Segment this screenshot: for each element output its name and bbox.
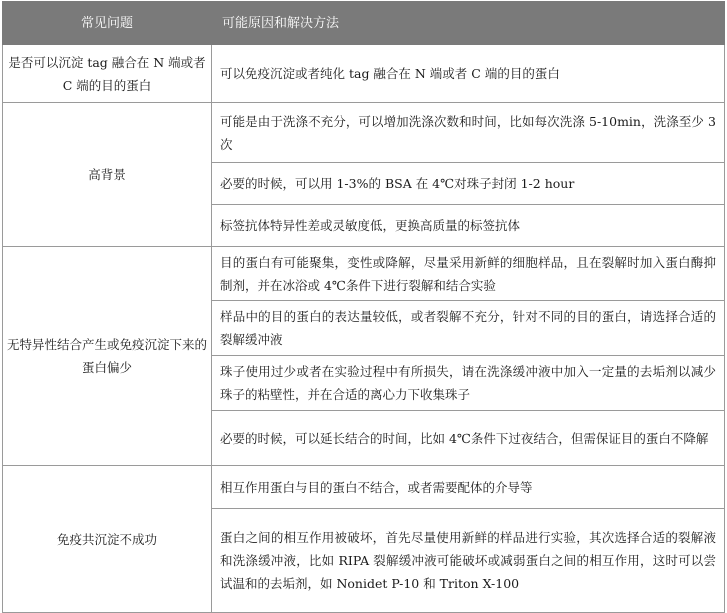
answer-cell: 珠子使用过少或者在实验过程中有所损失，请在洗涤缓冲液中加入一定量的去垢剂以减少珠子的粘壁性，并在合适的离心力下收集珠子 <box>212 356 725 411</box>
header-row <box>3 2 725 45</box>
question-cell: 高背景 <box>3 103 212 247</box>
question-cell: 是否可以沉淀 tag 融合在 N 端或者 C 端的目的蛋白 <box>3 45 212 103</box>
question-cell: 免疫共沉淀不成功 <box>3 466 212 613</box>
answer-cell: 可能是由于洗涤不充分，可以增加洗涤次数和时间，比如每次洗涤 5-10min，洗涤至少 3 次 <box>212 103 725 163</box>
table-row <box>3 247 725 301</box>
column-header-answer: 可能原因和解决方法 <box>212 2 725 45</box>
table-row <box>3 466 725 509</box>
answer-cell: 蛋白之间的相互作用被破坏，首先尽量使用新鲜的样品进行实验，其次选择合适的裂解液和洗涤缓冲液，比如 RIPA 裂解缓冲液可能破坏或减弱蛋白之间的相互作用，这时可以尝试温和的去垢剂，如 Nonidet P-10 和 Triton X-100 <box>212 509 725 613</box>
table-row <box>3 103 725 163</box>
answer-cell: 可以免疫沉淀或者纯化 tag 融合在 N 端或者 C 端的目的蛋白 <box>212 45 725 103</box>
column-header-question: 常见问题 <box>3 2 212 45</box>
answer-cell: 样品中的目的蛋白的表达量较低，或者裂解不充分，针对不同的目的蛋白，请选择合适的裂解缓冲液 <box>212 301 725 356</box>
table-row <box>3 45 725 103</box>
faq-table <box>2 1 725 613</box>
answer-cell: 必要的时候，可以用 1-3%的 BSA 在 4℃对珠子封闭 1-2 hour <box>212 163 725 205</box>
answer-cell: 目的蛋白有可能聚集，变性或降解，尽量采用新鲜的细胞样品，且在裂解时加入蛋白酶抑制剂，并在冰浴或 4℃条件下进行裂解和结合实验 <box>212 247 725 301</box>
question-cell: 无特异性结合产生或免疫沉淀下来的蛋白偏少 <box>3 247 212 466</box>
answer-cell: 相互作用蛋白与目的蛋白不结合，或者需要配体的介导等 <box>212 466 725 509</box>
answer-cell: 标签抗体特异性差或灵敏度低，更换高质量的标签抗体 <box>212 205 725 247</box>
answer-cell: 必要的时候，可以延长结合的时间，比如 4℃条件下过夜结合，但需保证目的蛋白不降解 <box>212 411 725 466</box>
